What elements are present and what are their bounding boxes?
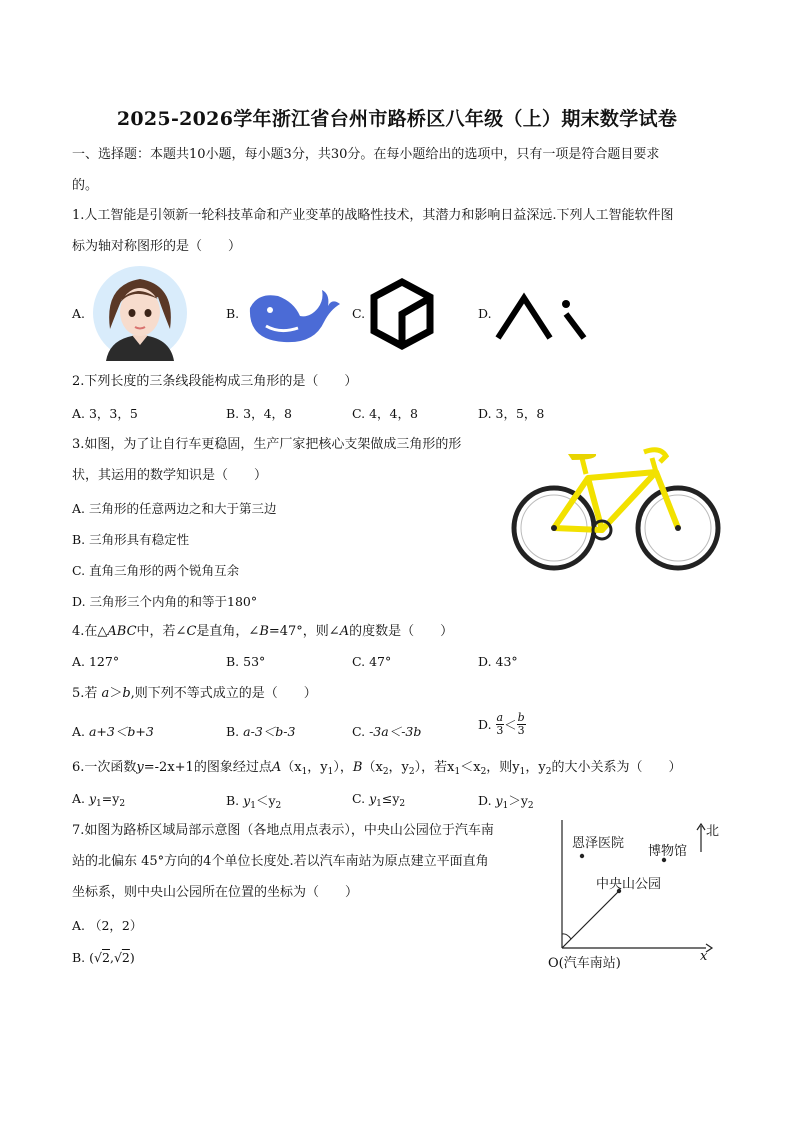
map-label-hospital: 恩泽医院 [572,836,625,851]
q2-option-b: B. 3，4，8 [226,406,292,421]
hexagon-cube-icon [366,276,438,352]
q1-option-d-label: D. [478,306,492,321]
section-heading-cont: 的。 [72,178,99,193]
q5-option-a: A. a+3＜b+3 [72,724,154,739]
avatar-girl-icon [92,265,188,361]
bicycle-image [510,438,722,574]
map-label-north: 北 [706,824,720,839]
q2-option-c: C. 4，4，8 [352,406,418,421]
q5-option-d: D. $\frac{a}{3}$ ＜ $\frac{b}{3}$ [478,711,525,737]
q3-stem-line2: 状，其运用的数学知识是（ ） [72,468,268,483]
q2-stem: 2.下列长度的三条线段能构成三角形的是（ ） [72,374,358,389]
q6-option-d: D. $y_1>y_2$ [478,793,534,811]
map-label-park: 中央山公园 [596,877,662,892]
q6-option-a: A. $y_1=y_2$ [72,791,126,809]
q5-option-c: C. -3a＜-3b [352,724,422,739]
q5-option-b: B. a-3＜b-3 [226,724,296,739]
q4-option-d: D. 43° [478,654,518,669]
whale-logo-icon [244,278,344,348]
map-label-origin: O(汽车南站) [548,956,621,971]
q3-option-d: D. 三角形三个内角的和等于180° [72,594,258,609]
q6-option-c: C. $y_1\le y_2$ [352,791,406,809]
q6-stem: 6.一次函数y=-2x+1的图象经过点$A(x_1$，$y_1$），$B(x_2$，$y_2$），若$x_1<x_2$，则$y_1$，$y_2$的大小关系为（ ） [72,760,682,777]
q3-option-b: B. 三角形具有稳定性 [72,532,190,547]
q2-option-a: A. 3，3，5 [72,406,138,421]
q1-option-a-label: A. [72,306,86,321]
q2-option-d: D. 3，5，8 [478,406,545,421]
q4-option-a: A. 127° [72,654,120,669]
q7-option-b: B. (√2,√2) [72,950,135,965]
q3-option-c: C. 直角三角形的两个锐角互余 [72,563,240,578]
q1-option-b-label: B. [226,306,240,321]
q7-option-a: A. （2，2） [72,918,143,933]
q3-stem-line1: 3.如图，为了让自行车更稳固，生产厂家把核心支架做成三角形的形 [72,437,462,452]
q1-stem-line1: 1.人工智能是引领新一轮科技革命和产业变革的战略性技术，其潜力和影响日益深远.下列人工智能软件图 [72,208,674,223]
q4-stem: 4.在△ABC中，若∠C是直角，∠B=47°，则∠A的度数是（ ） [72,624,454,639]
ai-logo-icon [494,284,590,344]
page-title: 2025-2026学年浙江省台州市路桥区八年级（上）期末数学试卷 [116,108,678,130]
q1-option-c-label: C. [352,306,366,321]
q3-option-a: A. 三角形的任意两边之和大于第三边 [72,501,277,516]
section-heading: 一、选择题：本题共10小题，每小题3分，共30分。在每小题给出的选项中，只有一项是符合题目要求 [72,147,660,162]
q7-stem-line2: 站的北偏东 45°方向的4个单位长度处.若以汽车南站为原点建立平面直角 [72,854,489,869]
q4-option-c: C. 47° [352,654,392,669]
q7-stem-line1: 7.如图为路桥区域局部示意图（各地点用点表示），中央山公园位于汽车南 [72,823,494,838]
q1-stem-line2: 标为轴对称图形的是（ ） [72,239,242,254]
map-label-x-axis: x [700,949,708,964]
q5-stem: 5.若 a＞b,则下列不等式成立的是（ ） [72,686,317,701]
q7-stem-line3: 坐标系，则中央山公园所在位置的坐标为（ ） [72,885,359,900]
q6-option-b: B. $y_1<y_2$ [226,793,282,811]
q4-option-b: B. 53° [226,654,266,669]
map-label-museum: 博物馆 [648,844,688,859]
